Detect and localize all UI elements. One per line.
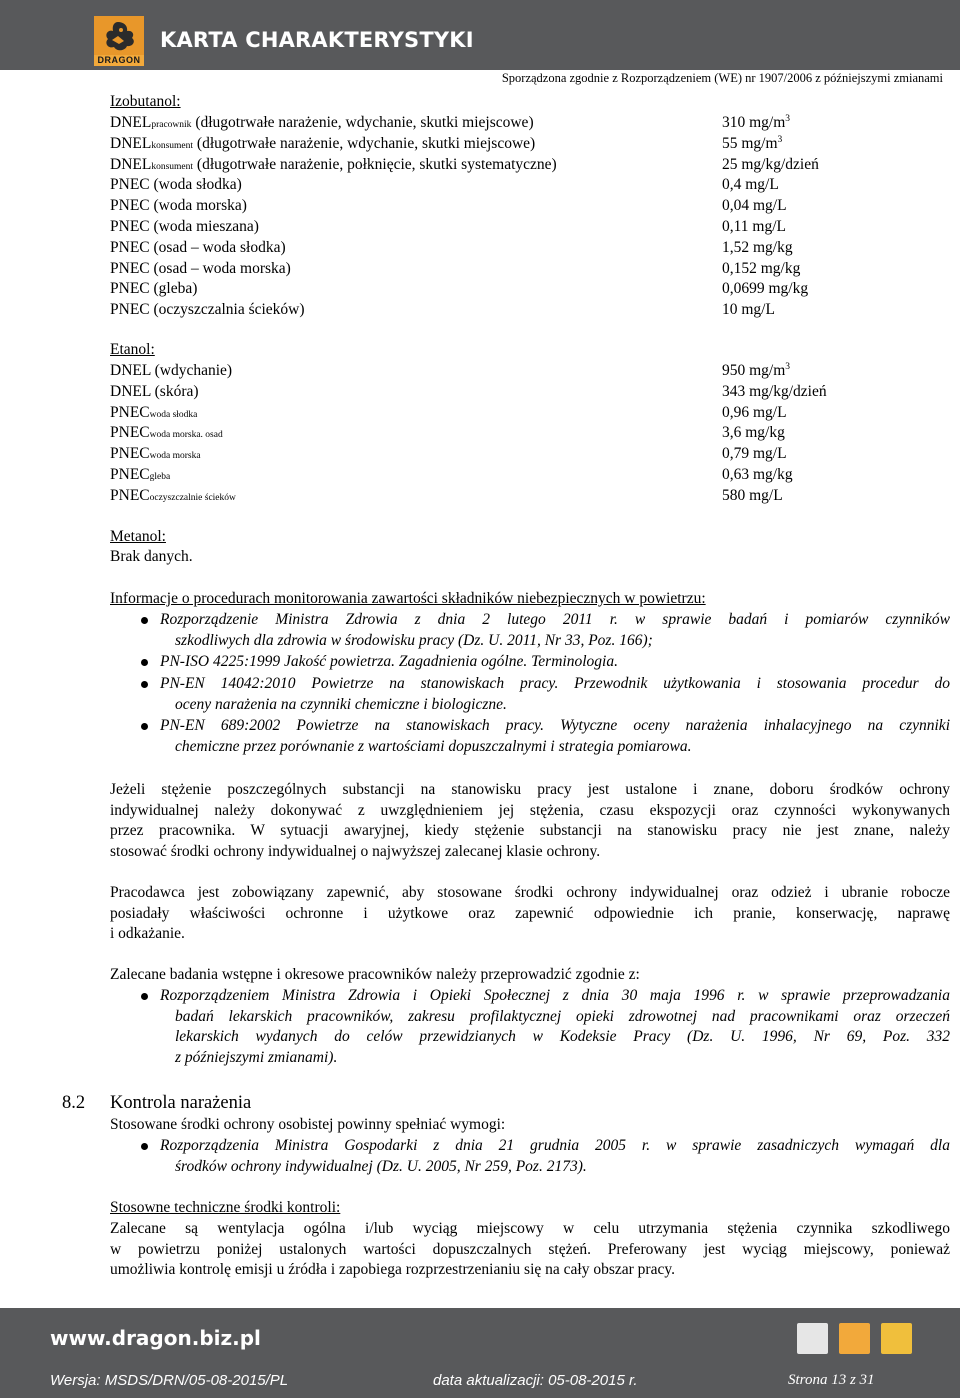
parameter-name: PNEC [110,466,150,483]
value-text: 0,11 mg/L [722,218,787,235]
monitoring-item [160,716,950,757]
footer-bar [0,1308,960,1398]
parameter-value [722,361,790,383]
value-exponent: 3 [785,114,791,124]
monitoring-heading: Informacje o procedurach monitorowania zawartości składników niebezpiecznych w powietrzu: [110,590,706,607]
parameter-value [722,217,786,237]
text-line: stosować środki ochrony indywidualnej o najwyższej zalecanej klasie ochrony. [110,843,601,861]
parameter-value [722,465,793,485]
parameter-name: DNEL [110,135,152,152]
value-text: 55 mg/m [722,135,778,152]
parameter-name: PNEC (woda mieszana) [110,218,259,235]
parameter-subscript: gleba [149,472,171,482]
parameter-name: DNEL [110,114,152,131]
parameter-name: PNEC [110,424,150,441]
etanol-heading: Etanol: [110,341,155,358]
parameter-value [722,113,790,135]
document-version: Wersja: MSDS/DRN/05-08-2015/PL [50,1372,289,1389]
parameter-detail: (długotrwałe narażenie, wdychanie, skutki miejscowe) [193,135,536,152]
value-text: 1,52 mg/kg [722,239,793,256]
parameter-subscript: woda morska. osad [149,430,223,440]
item-line: PN-EN 689:2002 Powietrze na stanowiskach pracy. Wytyczne oceny narażenia inhalacyjnego na czynniki [160,717,950,734]
item-line: PN-ISO 4225:1999 Jakość powietrza. Zagadnienia ogólne. Terminologia. [160,653,618,670]
technical-controls-heading: Stosowne techniczne środki kontroli: [110,1199,341,1216]
monitoring-item [160,610,950,651]
bullet-icon [141,617,148,624]
parameter-value [722,300,775,320]
parameter-label [110,279,197,299]
text-line: środków ochrony indywidualnej (Dz. U. 2005, Nr 259, Poz. 2173). [175,1157,587,1175]
parameter-label [110,217,259,237]
section-title: Kontrola narażenia [110,1093,252,1113]
regulation-note: Sporządzona zgodnie z Rozporządzeniem (WE) nr 1907/2006 z późniejszymi zmianami [501,71,943,85]
parameter-label [110,300,305,320]
parameter-label [110,486,236,508]
parameter-subscript: konsument [151,141,194,151]
parameter-label [110,361,232,381]
bullet-icon [141,1143,148,1150]
section-number: 8.2 [62,1093,86,1113]
parameter-value [722,382,827,402]
parameter-name: DNEL [110,156,152,173]
text-line: Jeżeli stężenie poszczególnych substancji na stanowisku pracy jest ustalone i znane, doboru środków ochrony [110,781,950,798]
parameter-name: DNEL (skóra) [110,383,199,400]
parameter-value [722,134,782,156]
bullet-icon [141,723,148,730]
text-line: w powietrzu poniżej ustalonych wartości dopuszczalnych stężeń. Preferowany jest wyciąg miejscowy, ponieważ [110,1240,950,1258]
value-text: 0,4 mg/L [722,176,779,193]
parameter-value [722,279,808,299]
parameter-value [722,423,785,443]
parameter-subscript: woda słodka [149,410,198,420]
text-line: badań lekarskich pracowników, zakresu profilaktycznej opieki zdrowotnej nad pracownikami oraz orzeczeń [175,1007,950,1025]
parameter-value [722,196,787,216]
parameter-label [110,155,557,177]
value-text: 0,04 mg/L [722,197,787,214]
ppe-regulation-item [160,1136,950,1177]
medical-exams-intro: Zalecane badania wstępne i okresowe pracowników należy przeprowadzić zgodnie z: [110,966,640,983]
text-line: i odkażanie. [110,925,185,943]
parameter-label [110,175,242,195]
value-text: 580 mg/L [722,487,783,504]
metanol-text: Brak danych. [110,548,193,565]
text-line: z późniejszymi zmianami). [175,1049,338,1067]
text-line: przez pracownika. W sytuacji awaryjnej, kiedy stężenie substancji na stanowisku pracy nie jest znane, należy [110,822,950,840]
parameter-value [722,403,787,423]
parameter-name: PNEC (gleba) [110,280,198,297]
employer-duty-paragraph [110,883,950,945]
parameter-label [110,382,199,402]
parameter-value [722,444,787,464]
parameter-label [110,465,170,487]
value-text: 25 mg/kg/dzień [722,156,819,173]
dragon-logo [94,16,144,66]
item-line: szkodliwych dla zdrowia w środowisku pracy (Dz. U. 2011, Nr 33, Poz. 166); [175,631,653,649]
value-exponent: 3 [777,135,783,145]
text-line: posiadały właściwości ochronne i użytkowe oraz zapewnić odpowiednie ich pranie, konserwację, naprawę [110,904,950,922]
parameter-name: PNEC (woda morska) [110,197,247,214]
parameter-name: PNEC (osad – woda morska) [110,260,291,277]
text-line: Rozporządzenia Ministra Gospodarki z dnia 21 grudnia 2005 r. w sprawie zasadniczych wymagań dla [160,1137,950,1154]
value-text: 0,0699 mg/kg [722,280,809,297]
parameter-subscript: woda morska [149,451,201,461]
item-line: PN-EN 14042:2010 Powietrze na stanowiskach pracy. Przewodnik użytkowania i stosowania procedur do [160,675,950,692]
bullet-icon [141,659,148,666]
footer-square-orange [839,1323,870,1354]
value-text: 10 mg/L [722,301,775,318]
parameter-label [110,444,201,466]
value-text: 3,6 mg/kg [722,424,785,441]
parameter-value [722,238,793,258]
text-line: Rozporządzeniem Ministra Zdrowia i Opieki Społecznej z dnia 30 maja 1996 r. w sprawie przeprowadzania [160,987,950,1004]
website-link[interactable]: www.dragon.biz.pl [50,1326,261,1350]
parameter-name: PNEC (oczyszczalnia ścieków) [110,301,305,318]
parameter-subscript: oczyszczalnie ścieków [149,493,236,503]
text-line: lekarskich wydanych do celów przewidzianych w Kodeksie Pracy (Dz. U. 1996, Nr 69, Poz. 332 [175,1028,950,1046]
ppe-selection-paragraph [110,780,950,863]
parameter-name: PNEC [110,404,150,421]
parameter-value [722,155,819,175]
value-exponent: 3 [785,362,791,372]
value-text: 0,96 mg/L [722,404,787,421]
footer-square-light [797,1323,828,1354]
parameter-detail: (długotrwałe narażenie, połknięcie, skutki systematyczne) [193,156,557,173]
value-text: 0,79 mg/L [722,445,787,462]
parameter-label [110,403,197,425]
page-number: Strona 13 z 31 [788,1372,875,1388]
monitoring-item [160,674,950,715]
value-text: 0,152 mg/kg [722,260,801,277]
parameter-label [110,259,291,279]
parameter-detail: (długotrwałe narażenie, wdychanie, skutki miejscowe) [191,114,534,131]
update-date: data aktualizacji: 05-08-2015 r. [433,1372,638,1389]
parameter-label [110,113,534,135]
parameter-name: PNEC [110,445,150,462]
value-text: 950 mg/m [722,362,786,379]
technical-controls-text [110,1219,950,1281]
parameter-name: PNEC (woda słodka) [110,176,242,193]
parameter-name: PNEC [110,487,150,504]
izobutanol-heading: Izobutanol: [110,93,181,110]
item-line: Rozporządzenie Ministra Zdrowia z dnia 2 lutego 2011 r. w sprawie badań i pomiarów czynników [160,611,950,628]
parameter-subscript: pracownik [151,120,192,130]
parameter-label [110,423,223,445]
value-text: 343 mg/kg/dzień [722,383,827,400]
monitoring-item [160,652,950,673]
logo-text: DRAGON [94,55,144,66]
dragon-icon [94,16,144,56]
parameter-value [722,175,779,195]
parameter-name: PNEC (osad – woda słodka) [110,239,286,256]
value-text: 0,63 mg/kg [722,466,793,483]
bullet-icon [141,993,148,1000]
parameter-value [722,259,800,279]
medical-exams-item [160,986,950,1069]
text-line: Zalecane są wentylacja ogólna i/lub wyciąg miejscowy w celu utrzymania stężenia czynnika szkodliwego [110,1220,950,1237]
footer-square-yellow [881,1323,912,1354]
parameter-label [110,134,535,156]
text-line: umożliwia kontrolę emisji u źródła i zapobiega rozprzestrzenianiu się na cały obszar pracy. [110,1261,675,1279]
item-line: oceny narażenia na czynniki chemiczne i biologiczne. [175,695,507,713]
document-title: KARTA CHARAKTERYSTYKI [160,28,474,52]
parameter-label [110,196,247,216]
parameter-subscript: konsument [151,162,194,172]
parameter-value [722,486,783,506]
item-line: chemiczne przez porównanie z wartościami dopuszczalnymi i strategia pomiarowa. [175,737,692,755]
ppe-requirements-intro: Stosowane środki ochrony osobistej powinny spełniać wymogi: [110,1116,506,1133]
text-line: Pracodawca jest zobowiązany zapewnić, aby stosowane środki ochrony indywidualnej oraz odzież i ubranie robocze [110,884,950,901]
parameter-label [110,238,286,258]
header-bar [0,0,960,70]
bullet-icon [141,681,148,688]
metanol-heading: Metanol: [110,528,166,545]
value-text: 310 mg/m [722,114,786,131]
parameter-name: DNEL (wdychanie) [110,362,233,379]
text-line: indywidualnej należy dokonywać z uwzględnieniem jej stężenia, czasu ekspozycji oraz czynności wykonywanych [110,801,950,819]
